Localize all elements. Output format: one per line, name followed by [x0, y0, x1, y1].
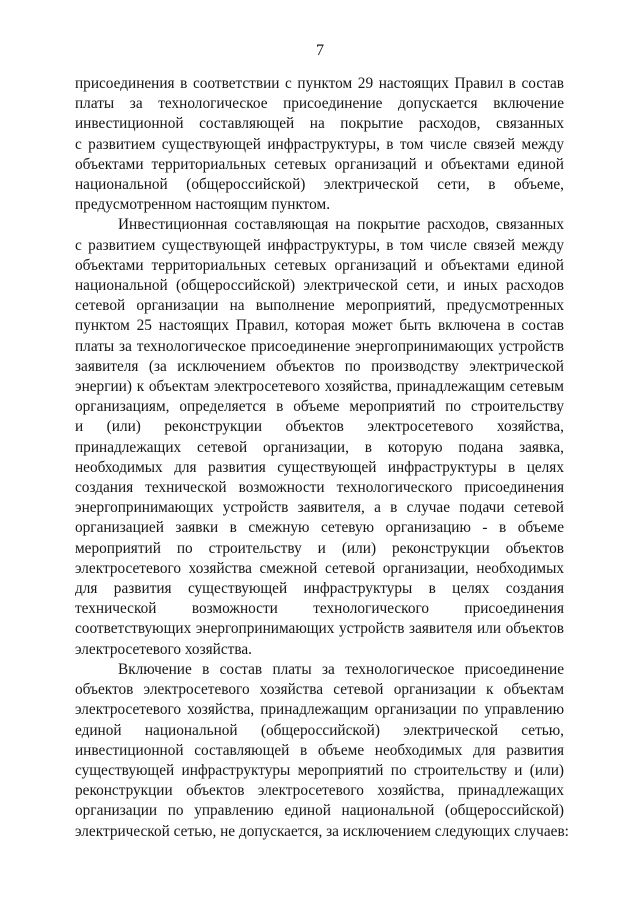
- text-line: принадлежащих сетевой организации, в которую подана заявка,: [75, 438, 564, 456]
- text-line: платы за технологическое присоединение допускается включение: [75, 95, 564, 113]
- paragraph-2: [75, 215, 564, 659]
- text-line: национальной (общероссийской) электрической сети, в объеме,: [75, 176, 564, 194]
- text-line: пунктом 25 настоящих Правил, которая может быть включена в состав: [75, 317, 564, 335]
- text-line: объектами территориальных сетевых организаций и объектами единой: [75, 155, 564, 173]
- text-line: электросетевого хозяйства.: [75, 640, 252, 658]
- text-line: электросетевого хозяйства, принадлежащим организации по управлению: [75, 701, 564, 719]
- text-line: необходимых для развития существующей инфраструктуры в целях: [75, 458, 564, 476]
- text-line: платы за технологическое присоединение энергопринимающих устройств: [75, 337, 564, 355]
- text-line: создания технической возможности технологического присоединения: [75, 479, 564, 497]
- text-line: электросетевого хозяйства смежной сетевой организации, необходимых: [75, 559, 564, 577]
- text-line: присоединения в соответствии с пунктом 29 настоящих Правил в состав: [75, 75, 564, 92]
- text-line: и (или) реконструкции объектов электросетевого хозяйства,: [75, 418, 564, 436]
- text-line: объектов электросетевого хозяйства сетевой организации к объектам: [75, 681, 564, 699]
- text-line: для развития существующей инфраструктуры в целях создания: [75, 580, 564, 598]
- paragraph-1: [75, 74, 564, 215]
- text-line: сетевой организации на выполнение мероприятий, предусмотренных: [75, 297, 564, 315]
- text-line: организацией заявки в смежную сетевую организацию - в объеме: [75, 519, 564, 537]
- text-line: Инвестиционная составляющая на покрытие расходов, связанных: [118, 216, 564, 234]
- text-line: электрической сетью, не допускается, за исключением следующих случаев:: [75, 822, 569, 840]
- text-line: с развитием существующей инфраструктуры, в том числе связей между: [75, 135, 564, 153]
- text-line: организациям, определяется в объеме мероприятий по строительству: [75, 398, 564, 416]
- text-line: Включение в состав платы за технологическое присоединение: [118, 660, 564, 678]
- text-line: энергии) к объектам электросетевого хозяйства, принадлежащим сетевым: [75, 378, 564, 396]
- text-line: мероприятий по строительству и (или) реконструкции объектов: [75, 539, 564, 557]
- text-line: организации по управлению единой национальной (общероссийской): [75, 802, 564, 820]
- text-line: заявителя (за исключением объектов по производству электрической: [75, 357, 564, 375]
- text-line: технической возможности технологического присоединения: [75, 600, 564, 618]
- text-line: инвестиционной составляющей в объеме необходимых для развития: [75, 741, 564, 759]
- text-line: соответствующих энергопринимающих устройств заявителя или объектов: [75, 620, 564, 638]
- text-line: существующей инфраструктуры мероприятий по строительству и (или): [75, 761, 564, 779]
- text-line: объектами территориальных сетевых организаций и объектами единой: [75, 256, 564, 274]
- page-number: 7: [316, 42, 324, 59]
- text-line: предусмотренном настоящим пунктом.: [75, 196, 331, 214]
- text-line: с развитием существующей инфраструктуры, в том числе связей между: [75, 236, 564, 254]
- document-body: [75, 74, 569, 842]
- text-line: инвестиционной составляющей на покрытие расходов, связанных: [75, 115, 564, 133]
- text-line: национальной (общероссийской) электрической сети, и иных расходов: [75, 277, 564, 295]
- text-line: энергопринимающих устройств заявителя, а в случае подачи сетевой: [75, 499, 564, 517]
- text-line: реконструкции объектов электросетевого хозяйства, принадлежащих: [75, 782, 564, 800]
- paragraph-3: [75, 660, 569, 842]
- text-line: единой национальной (общероссийской) электрической сетью,: [75, 721, 564, 739]
